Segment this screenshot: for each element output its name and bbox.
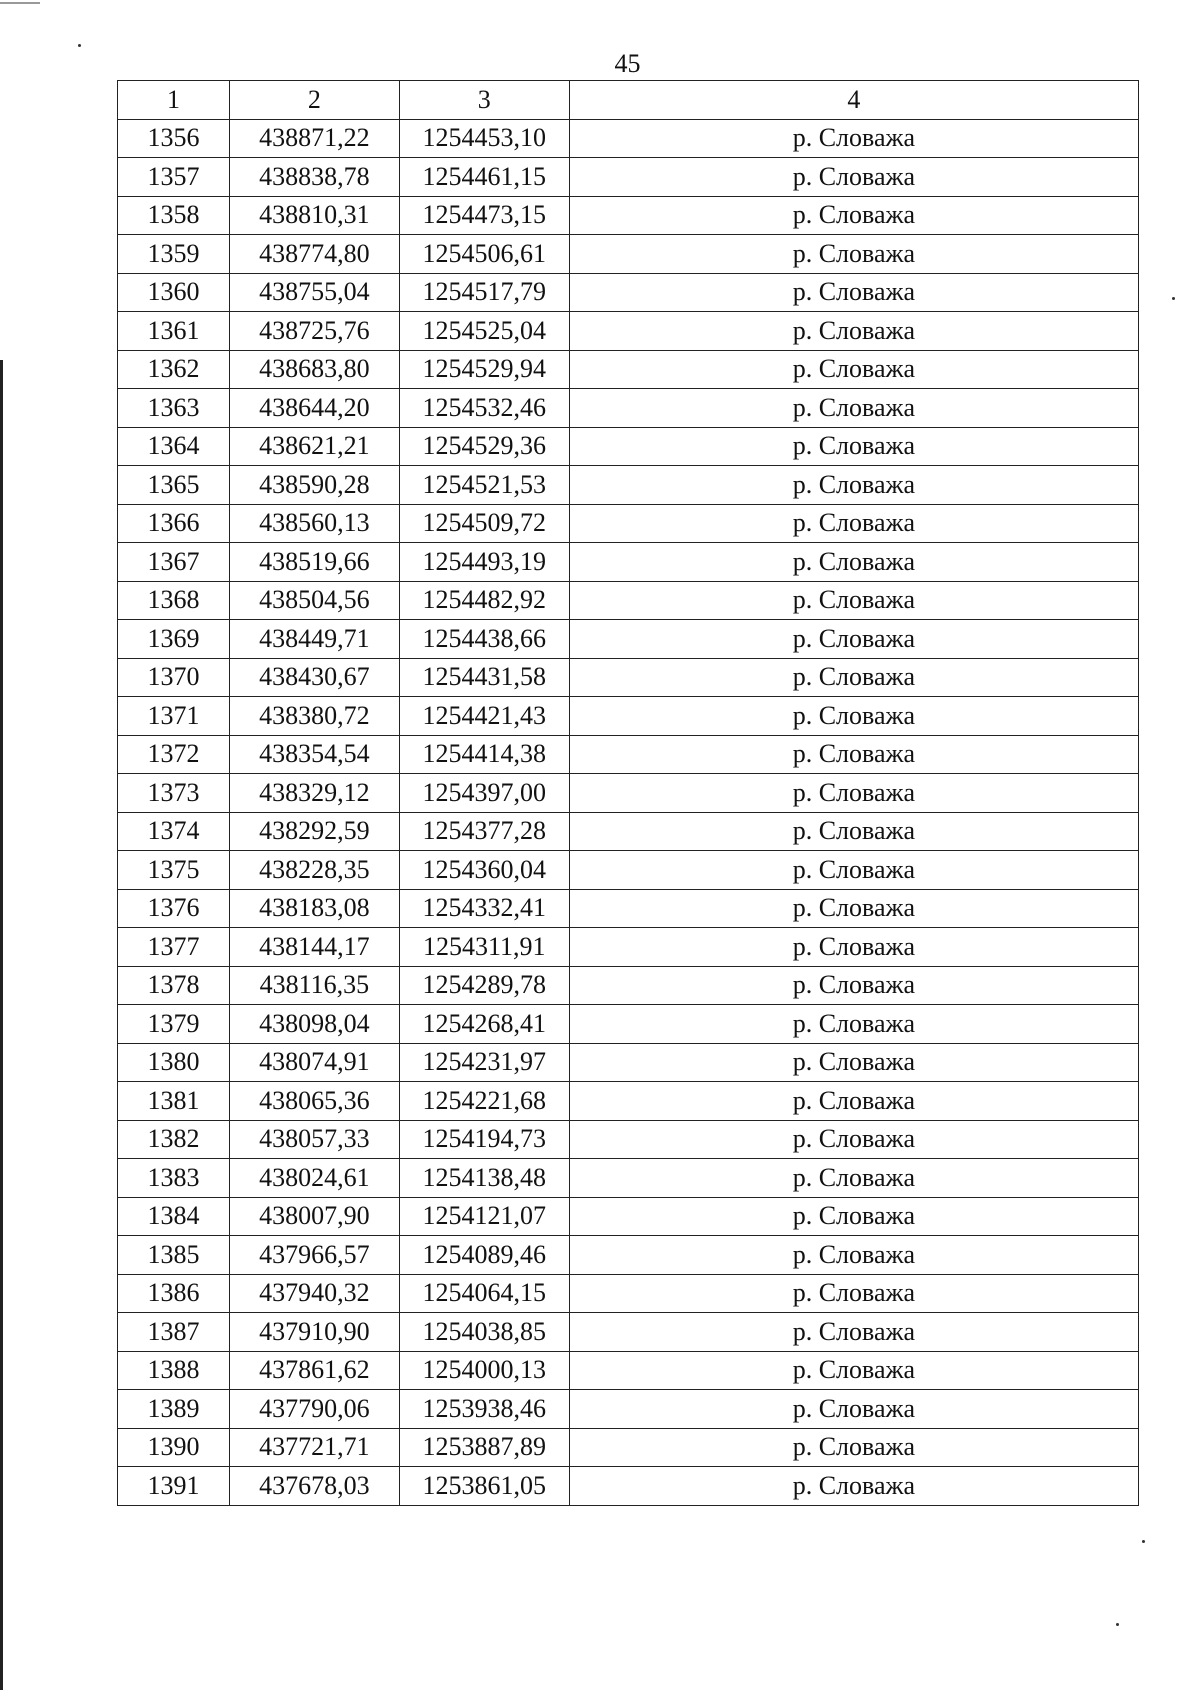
- table-row: [118, 889, 1139, 928]
- point-number-cell: 1390: [118, 1428, 230, 1467]
- table-row: [118, 273, 1139, 312]
- y-coordinate-cell: 1254231,97: [399, 1043, 569, 1082]
- table-row: [118, 1428, 1139, 1467]
- y-coordinate-cell: 1254521,53: [399, 466, 569, 505]
- point-number-cell: 1372: [118, 735, 230, 774]
- description-cell: р. Словажа: [569, 581, 1138, 620]
- description-cell: р. Словажа: [569, 735, 1138, 774]
- point-number-cell: 1380: [118, 1043, 230, 1082]
- x-coordinate-cell: 438144,17: [229, 928, 399, 967]
- y-coordinate-cell: 1254038,85: [399, 1313, 569, 1352]
- table-row: [118, 543, 1139, 582]
- table-row: [118, 1197, 1139, 1236]
- x-coordinate-cell: 437966,57: [229, 1236, 399, 1275]
- y-coordinate-cell: 1254532,46: [399, 389, 569, 428]
- y-coordinate-cell: 1254360,04: [399, 851, 569, 890]
- y-coordinate-cell: 1254377,28: [399, 812, 569, 851]
- x-coordinate-cell: 438007,90: [229, 1197, 399, 1236]
- table-row: [118, 427, 1139, 466]
- table-row: [118, 235, 1139, 274]
- point-number-cell: 1381: [118, 1082, 230, 1121]
- x-coordinate-cell: 438380,72: [229, 697, 399, 736]
- table-row: [118, 196, 1139, 235]
- x-coordinate-cell: 437678,03: [229, 1467, 399, 1506]
- y-coordinate-cell: 1254431,58: [399, 658, 569, 697]
- y-coordinate-cell: 1254453,10: [399, 119, 569, 158]
- table-row: [118, 1120, 1139, 1159]
- table-row: [118, 1467, 1139, 1506]
- table-row: [118, 1236, 1139, 1275]
- description-cell: р. Словажа: [569, 1351, 1138, 1390]
- description-cell: р. Словажа: [569, 504, 1138, 543]
- point-number-cell: 1391: [118, 1467, 230, 1506]
- page-number: 45: [614, 49, 641, 78]
- table-row: [118, 350, 1139, 389]
- table-row: [118, 620, 1139, 659]
- point-number-cell: 1362: [118, 350, 230, 389]
- point-number-cell: 1388: [118, 1351, 230, 1390]
- description-cell: р. Словажа: [569, 1120, 1138, 1159]
- description-cell: р. Словажа: [569, 1390, 1138, 1429]
- scan-speck: [1172, 297, 1175, 300]
- description-cell: р. Словажа: [569, 1082, 1138, 1121]
- description-cell: р. Словажа: [569, 158, 1138, 197]
- x-coordinate-cell: 438838,78: [229, 158, 399, 197]
- description-cell: р. Словажа: [569, 889, 1138, 928]
- table-row: [118, 774, 1139, 813]
- table-row: [118, 581, 1139, 620]
- point-number-cell: 1376: [118, 889, 230, 928]
- table-row: [118, 466, 1139, 505]
- point-number-cell: 1357: [118, 158, 230, 197]
- description-cell: р. Словажа: [569, 1005, 1138, 1044]
- point-number-cell: 1384: [118, 1197, 230, 1236]
- y-coordinate-cell: 1254397,00: [399, 774, 569, 813]
- description-cell: р. Словажа: [569, 1043, 1138, 1082]
- x-coordinate-cell: 438024,61: [229, 1159, 399, 1198]
- table-header-row: [118, 81, 1139, 120]
- header-cell-description: 4: [569, 81, 1138, 120]
- scan-edge-left: [0, 360, 3, 1690]
- y-coordinate-cell: 1253861,05: [399, 1467, 569, 1506]
- x-coordinate-cell: 438560,13: [229, 504, 399, 543]
- x-coordinate-cell: 438430,67: [229, 658, 399, 697]
- point-number-cell: 1356: [118, 119, 230, 158]
- description-cell: р. Словажа: [569, 312, 1138, 351]
- x-coordinate-cell: 438354,54: [229, 735, 399, 774]
- description-cell: р. Словажа: [569, 658, 1138, 697]
- y-coordinate-cell: 1254138,48: [399, 1159, 569, 1198]
- table-row: [118, 1274, 1139, 1313]
- y-coordinate-cell: 1254438,66: [399, 620, 569, 659]
- table-row: [118, 1005, 1139, 1044]
- x-coordinate-cell: 438292,59: [229, 812, 399, 851]
- description-cell: р. Словажа: [569, 620, 1138, 659]
- x-coordinate-cell: 438755,04: [229, 273, 399, 312]
- description-cell: р. Словажа: [569, 1467, 1138, 1506]
- table-row: [118, 1313, 1139, 1352]
- y-coordinate-cell: 1253887,89: [399, 1428, 569, 1467]
- x-coordinate-cell: 438774,80: [229, 235, 399, 274]
- table-row: [118, 389, 1139, 428]
- point-number-cell: 1382: [118, 1120, 230, 1159]
- description-cell: р. Словажа: [569, 812, 1138, 851]
- description-cell: р. Словажа: [569, 1197, 1138, 1236]
- point-number-cell: 1361: [118, 312, 230, 351]
- point-number-cell: 1389: [118, 1390, 230, 1429]
- x-coordinate-cell: 438116,35: [229, 966, 399, 1005]
- point-number-cell: 1374: [118, 812, 230, 851]
- y-coordinate-cell: 1254517,79: [399, 273, 569, 312]
- table-row: [118, 1082, 1139, 1121]
- description-cell: р. Словажа: [569, 966, 1138, 1005]
- description-cell: р. Словажа: [569, 235, 1138, 274]
- description-cell: р. Словажа: [569, 928, 1138, 967]
- point-number-cell: 1364: [118, 427, 230, 466]
- description-cell: р. Словажа: [569, 543, 1138, 582]
- y-coordinate-cell: 1254089,46: [399, 1236, 569, 1275]
- point-number-cell: 1366: [118, 504, 230, 543]
- table-row: [118, 928, 1139, 967]
- point-number-cell: 1358: [118, 196, 230, 235]
- description-cell: р. Словажа: [569, 350, 1138, 389]
- description-cell: р. Словажа: [569, 697, 1138, 736]
- point-number-cell: 1385: [118, 1236, 230, 1275]
- x-coordinate-cell: 437861,62: [229, 1351, 399, 1390]
- table-row: [118, 312, 1139, 351]
- y-coordinate-cell: 1254461,15: [399, 158, 569, 197]
- table-row: [118, 1351, 1139, 1390]
- x-coordinate-cell: 437940,32: [229, 1274, 399, 1313]
- y-coordinate-cell: 1253938,46: [399, 1390, 569, 1429]
- y-coordinate-cell: 1254311,91: [399, 928, 569, 967]
- description-cell: р. Словажа: [569, 273, 1138, 312]
- x-coordinate-cell: 437910,90: [229, 1313, 399, 1352]
- x-coordinate-cell: 438057,33: [229, 1120, 399, 1159]
- point-number-cell: 1368: [118, 581, 230, 620]
- x-coordinate-cell: 438871,22: [229, 119, 399, 158]
- y-coordinate-cell: 1254529,94: [399, 350, 569, 389]
- table-row: [118, 735, 1139, 774]
- header-cell-x: 2: [229, 81, 399, 120]
- description-cell: р. Словажа: [569, 466, 1138, 505]
- x-coordinate-cell: 438621,21: [229, 427, 399, 466]
- scan-speck: [1142, 1540, 1145, 1543]
- table-row: [118, 504, 1139, 543]
- point-number-cell: 1375: [118, 851, 230, 890]
- description-cell: р. Словажа: [569, 196, 1138, 235]
- point-number-cell: 1386: [118, 1274, 230, 1313]
- point-number-cell: 1379: [118, 1005, 230, 1044]
- x-coordinate-cell: 438329,12: [229, 774, 399, 813]
- description-cell: р. Словажа: [569, 1313, 1138, 1352]
- x-coordinate-cell: 437790,06: [229, 1390, 399, 1429]
- point-number-cell: 1365: [118, 466, 230, 505]
- y-coordinate-cell: 1254525,04: [399, 312, 569, 351]
- x-coordinate-cell: 438519,66: [229, 543, 399, 582]
- table-row: [118, 658, 1139, 697]
- table-row: [118, 1390, 1139, 1429]
- table-row: [118, 119, 1139, 158]
- y-coordinate-cell: 1254493,19: [399, 543, 569, 582]
- x-coordinate-cell: 438725,76: [229, 312, 399, 351]
- description-cell: р. Словажа: [569, 1274, 1138, 1313]
- y-coordinate-cell: 1254268,41: [399, 1005, 569, 1044]
- point-number-cell: 1378: [118, 966, 230, 1005]
- y-coordinate-cell: 1254506,61: [399, 235, 569, 274]
- x-coordinate-cell: 438065,36: [229, 1082, 399, 1121]
- coordinates-table: [117, 80, 1139, 1506]
- point-number-cell: 1360: [118, 273, 230, 312]
- x-coordinate-cell: 438183,08: [229, 889, 399, 928]
- x-coordinate-cell: 438098,04: [229, 1005, 399, 1044]
- point-number-cell: 1370: [118, 658, 230, 697]
- table-row: [118, 1159, 1139, 1198]
- y-coordinate-cell: 1254221,68: [399, 1082, 569, 1121]
- table-row: [118, 812, 1139, 851]
- description-cell: р. Словажа: [569, 1236, 1138, 1275]
- x-coordinate-cell: 438228,35: [229, 851, 399, 890]
- y-coordinate-cell: 1254000,13: [399, 1351, 569, 1390]
- point-number-cell: 1359: [118, 235, 230, 274]
- y-coordinate-cell: 1254332,41: [399, 889, 569, 928]
- scan-artifact-top: [0, 2, 40, 4]
- description-cell: р. Словажа: [569, 774, 1138, 813]
- x-coordinate-cell: 438644,20: [229, 389, 399, 428]
- header-cell-y: 3: [399, 81, 569, 120]
- x-coordinate-cell: 438504,56: [229, 581, 399, 620]
- x-coordinate-cell: 438074,91: [229, 1043, 399, 1082]
- description-cell: р. Словажа: [569, 1159, 1138, 1198]
- y-coordinate-cell: 1254482,92: [399, 581, 569, 620]
- x-coordinate-cell: 437721,71: [229, 1428, 399, 1467]
- x-coordinate-cell: 438449,71: [229, 620, 399, 659]
- scan-speck: [1116, 1623, 1119, 1626]
- y-coordinate-cell: 1254064,15: [399, 1274, 569, 1313]
- point-number-cell: 1367: [118, 543, 230, 582]
- description-cell: р. Словажа: [569, 119, 1138, 158]
- y-coordinate-cell: 1254473,15: [399, 196, 569, 235]
- description-cell: р. Словажа: [569, 851, 1138, 890]
- y-coordinate-cell: 1254421,43: [399, 697, 569, 736]
- scan-speck: [78, 44, 81, 47]
- x-coordinate-cell: 438810,31: [229, 196, 399, 235]
- point-number-cell: 1363: [118, 389, 230, 428]
- point-number-cell: 1387: [118, 1313, 230, 1352]
- y-coordinate-cell: 1254194,73: [399, 1120, 569, 1159]
- y-coordinate-cell: 1254509,72: [399, 504, 569, 543]
- table-row: [118, 158, 1139, 197]
- point-number-cell: 1373: [118, 774, 230, 813]
- point-number-cell: 1369: [118, 620, 230, 659]
- y-coordinate-cell: 1254414,38: [399, 735, 569, 774]
- table-row: [118, 697, 1139, 736]
- point-number-cell: 1383: [118, 1159, 230, 1198]
- y-coordinate-cell: 1254289,78: [399, 966, 569, 1005]
- point-number-cell: 1371: [118, 697, 230, 736]
- y-coordinate-cell: 1254529,36: [399, 427, 569, 466]
- description-cell: р. Словажа: [569, 427, 1138, 466]
- x-coordinate-cell: 438683,80: [229, 350, 399, 389]
- y-coordinate-cell: 1254121,07: [399, 1197, 569, 1236]
- table-row: [118, 851, 1139, 890]
- x-coordinate-cell: 438590,28: [229, 466, 399, 505]
- header-cell-point: 1: [118, 81, 230, 120]
- description-cell: р. Словажа: [569, 389, 1138, 428]
- point-number-cell: 1377: [118, 928, 230, 967]
- description-cell: р. Словажа: [569, 1428, 1138, 1467]
- table-row: [118, 966, 1139, 1005]
- table-row: [118, 1043, 1139, 1082]
